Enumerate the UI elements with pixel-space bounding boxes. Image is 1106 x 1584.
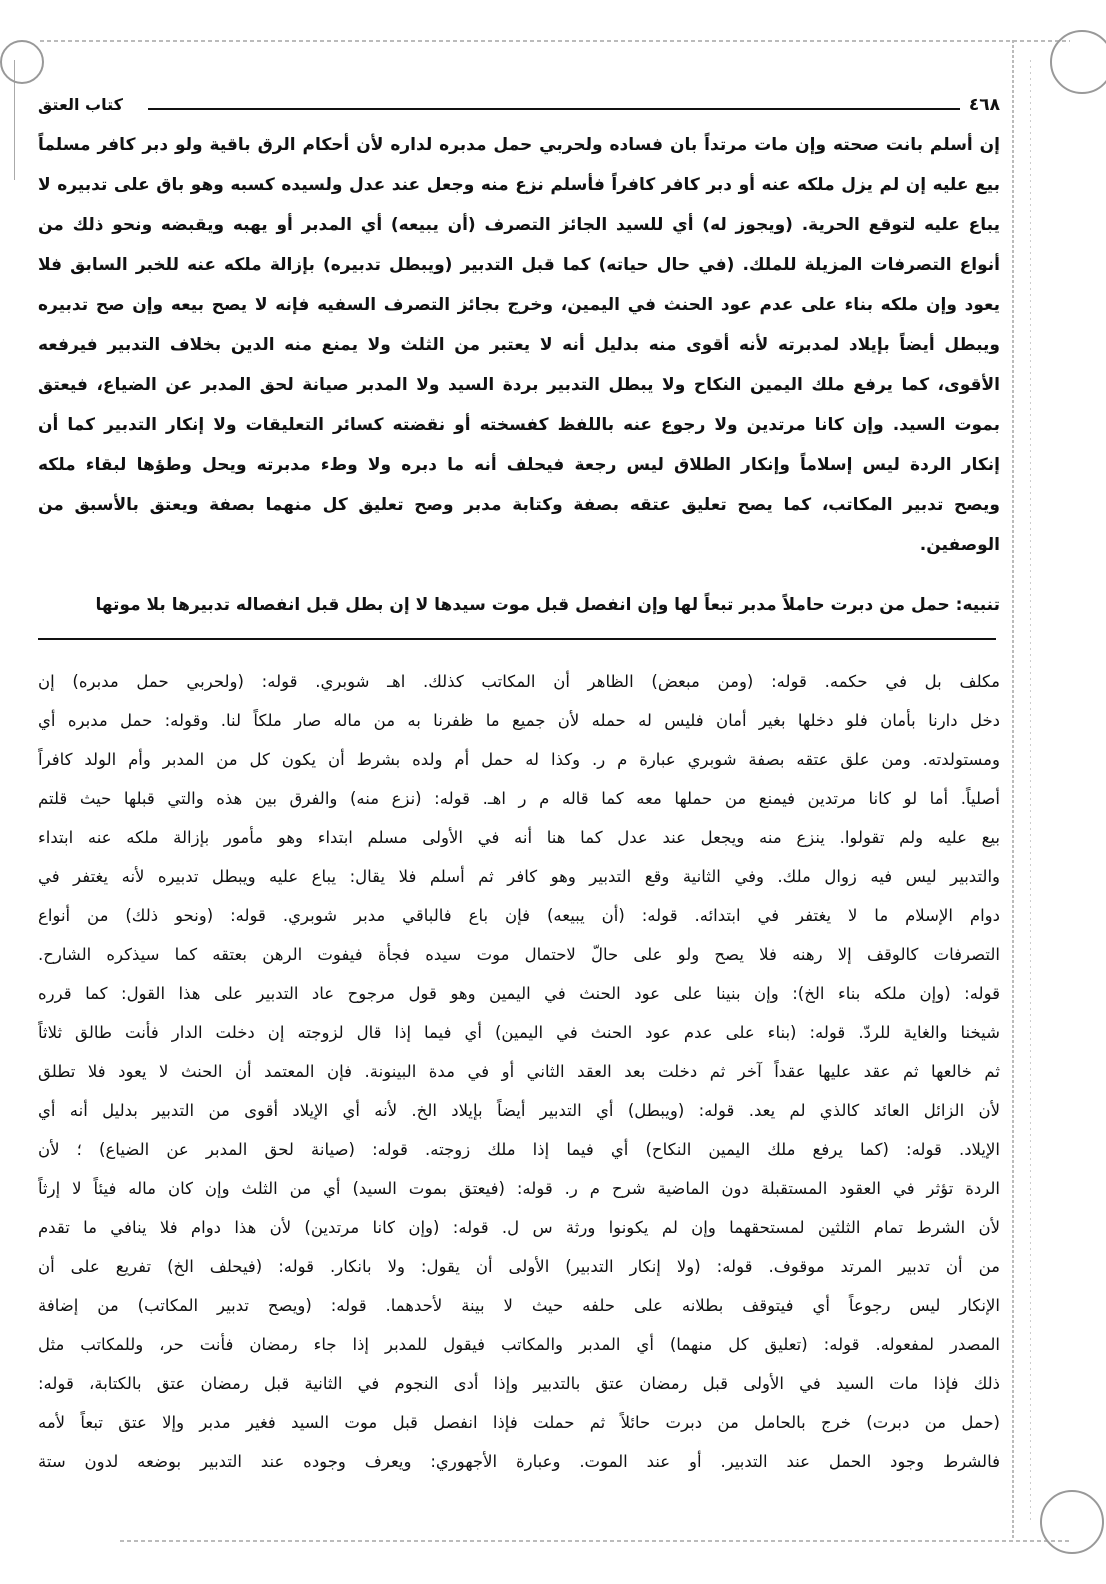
running-title: كتاب العتق [38, 95, 123, 114]
main-text-line: الأقوى، كما يرفع ملك اليمين النكاح ولا يبطل التدبير بردة السيد ولا المدبر صيانة لحق المدبر عن الضياع، فيعتق [38, 375, 1000, 395]
page-frame-top [40, 40, 1070, 42]
footnote-line: الإنكار ليس رجوعاً أي فيتوقف بطلانه على حلفه حيث لا بينة لأحدهما. قوله: (ويصح تدبير المكاتب) من إضافة [38, 1296, 1000, 1315]
main-text-line: الوصفين. [919, 535, 1000, 555]
footnote-line: (حمل من دبرت) خرج بالحامل من دبرت حائلاً ثم حملت فإذا انفصل قبل موت السيد فغير مدبر وإلا عتق تبعاً لأمه [38, 1413, 1000, 1432]
footnote-line: ذلك فإذا مات السيد في الأولى قبل رمضان عتق بالتدبير وإذا أدى النجوم في الثانية قبل رمضان عتق بالكتابة، قوله: [38, 1374, 1000, 1393]
main-text-line: ويصح تدبير المكاتب، كما يصح تعليق عتقه بصفة وكتابة مدبر وصح تعليق كل منهما بصفة ويعتق بالأسبق من [38, 495, 1000, 515]
footnote-line: فالشرط وجود الحمل عند التدبير. أو عند الموت. وعبارة الأجهوري: ويعرف وجوده عند التدبير بوضعه لدون ستة [38, 1452, 1000, 1471]
main-text-line: بيع عليه إن لم يزل ملكه عنه أو دبر كافر كافراً فأسلم نزع منه وجعل عند عدل ولسيده كسبه وهو باق على تدبيره لا [38, 175, 1000, 195]
footnote-line: ثم خالعها ثم عقد عليها عقداً آخر ثم دخلت بعد العقد الثاني أو في مدة البينونة. فإن المعتمد أن الحنث لا يعود فلا تطلق [38, 1062, 1000, 1081]
footnote-separator [38, 638, 996, 640]
footnotes [38, 662, 1000, 1481]
footnote-line: بيع عليه ولم تقولوا. ينزع منه ويجعل عند عدل كما هنا أنه في الأولى مسلم ابتداء وهو مأمور بإزالة ملكه عنه ابتداء [38, 828, 1000, 847]
main-text-line: يباع عليه لتوقع الحرية. (ويجوز له) أي للسيد الجائز التصرف (أن يبيعه) أي المدبر أو يهبه ويقبضه ونحو ذلك من [38, 215, 1000, 235]
footnote-line: شيخنا والغاية للردّ. قوله: (بناء على عدم عود الحنث في اليمين) أي فيما إذا قال لزوجته إن دخلت الدار فأنت طالق ثلاثاً [38, 1023, 1000, 1042]
main-text-line: إنكار الردة ليس إسلاماً وإنكار الطلاق ليس رجعة فيحلف أنه ما دبره ولا وطء مدبرته ويحل وطؤها لبقاء ملكه [38, 455, 1000, 475]
footnote-line: والتدبير ليس فيه زوال ملك. وفي الثانية وقع التدبير وهو كافر ثم أسلم فلا يقال: يباع عليه ويبطل تدبيره لأنه يغتفر في [38, 867, 1000, 886]
footnote-line: دوام الإسلام ما لا يغتفر في ابتدائه. قوله: (أن يبيعه) فإن باع فالباقي مدبر شوبري. قوله: (ونحو ذلك) من أنواع [38, 906, 1000, 925]
page-number: ٤٦٨ [968, 95, 1000, 115]
tanbih-note: تنبيه: حمل من دبرت حاملاً مدبر تبعاً لها وإن انفصل قبل موت سيدها لا إن بطل قبل انفصاله تدبيرها بلا موتها [95, 595, 1000, 615]
ornament-bottom-right [1040, 1490, 1104, 1554]
page-frame-bottom [120, 1540, 1070, 1542]
page-frame-right [1012, 40, 1014, 1540]
ornament-top-right [1050, 30, 1106, 94]
main-text [38, 125, 1000, 565]
main-text-line: إن أسلم بانت صحته وإن مات مرتداً بان فساده ولحربي حمل مدبره لداره لأن أحكام الرق باقية ولو دبر كافر مسلماً [38, 135, 1000, 155]
footnote-line: من أن تدبير المرتد موقوف. قوله: (ولا إنكار التدبير) الأولى أن يقول: ولا بانكار. قوله: (فيحلف الخ) تفريع على أن [38, 1257, 1000, 1276]
footnote-line: الإيلاد. قوله: (كما يرفع ملك اليمين النكاح) أي فيما إذا ملك زوجته. قوله: (صيانة لحق المدبر عن الضياع) ؛ لأن [38, 1140, 1000, 1159]
footnote-line: دخل دارنا بأمان فلو دخلها بغير أمان فليس له حمله لأن جميع ما ظفرنا به من ماله صار ملكاً لنا. وقوله: حمل مدبره أي [38, 711, 1000, 730]
main-text-line: يعود وإن ملكه بناء على عدم عود الحنث في اليمين، وخرج بجائز التصرف السفيه فإنه لا يصح بيعه وإن صح تدبيره [38, 295, 1000, 315]
ornament-top-left [0, 40, 44, 84]
footnote-line: الردة تؤثر في العقود المستقبلة دون الماضية شرح م ر. قوله: (فيعتق بموت السيد) أي من الثلث وإن كان ماله فيئاً لا إرثاً [38, 1179, 1000, 1198]
footnote-line: مكلف بل في حكمه. قوله: (ومن مبعض) الظاهر أن المكاتب كذلك. اهـ شوبري. قوله: (ولحربي حمل مدبره) إن [38, 672, 1000, 691]
footnote-line: ومستولدته. ومن علق عتقه بصفة شوبري عبارة م ر. وكذا له حمل أم ولده بشرط أن يكون كل من المدبر وأم الولد كافراً [38, 750, 1000, 769]
page-frame-right-inner [1030, 60, 1031, 1520]
footnote-line: لأن الشرط تمام الثلثين لمستحقهما وإن لم يكونوا ورثة س ل. قوله: (وإن كانا مرتدين) لأن هذا دوام فلا ينافي ما تقدم [38, 1218, 1000, 1237]
footnote-line: التصرفات كالوقف إلا رهنه فلا يصح ولو على حالّ لاحتمال موت سيده فجأة فيفوت الرهن بعتقه كما سيذكره الشارح. [38, 945, 1000, 964]
main-text-line: أنواع التصرفات المزيلة للملك. (في حال حياته) كما قبل التدبير (ويبطل تدبيره) بإزالة ملكه عنه للخبر السابق فلا [38, 255, 1000, 275]
main-text-line: ويبطل أيضاً بإيلاد لمدبرته لأنه أقوى منه بدليل أنه لا يعتبر من الثلث ولا يمنع منه الدين بخلاف التدبير فيرفعه [38, 335, 1000, 355]
footnote-line: قوله: (وإن ملكه بناء الخ): وإن بنينا على عود الحنث في اليمين وهو قول مرجوح عاد التدبير على هذا القول: كما قرره [38, 984, 1000, 1003]
header-rule [148, 108, 960, 110]
main-text-line: بموت السيد. وإن كانا مرتدين ولا رجوع عنه باللفظ كفسخته أو نقضته كسائر التعليقات ولا إنكار التدبير كما أن [38, 415, 1000, 435]
running-header [38, 95, 1000, 121]
footnote-line: لأن الزائل العائد كالذي لم يعد. قوله: (ويبطل) أي التدبير أيضاً بإيلاد الخ. لأنه أي الإيلاد أقوى من التدبير بدليل أنه أي [38, 1101, 1000, 1120]
footnote-line: أصلياً. أما لو كانا مرتدين فيمنع من حملها معه كما قاله م ر اهـ. قوله: (نزع منه) والفرق بين هذه والتي قبلها حيث قلتم [38, 789, 1000, 808]
footnote-line: المصدر لمفعوله. قوله: (تعليق كل منهما) أي المدبر والمكاتب فيقول للمدبر إذا جاء رمضان فأنت حر، وللمكاتب مثل [38, 1335, 1000, 1354]
